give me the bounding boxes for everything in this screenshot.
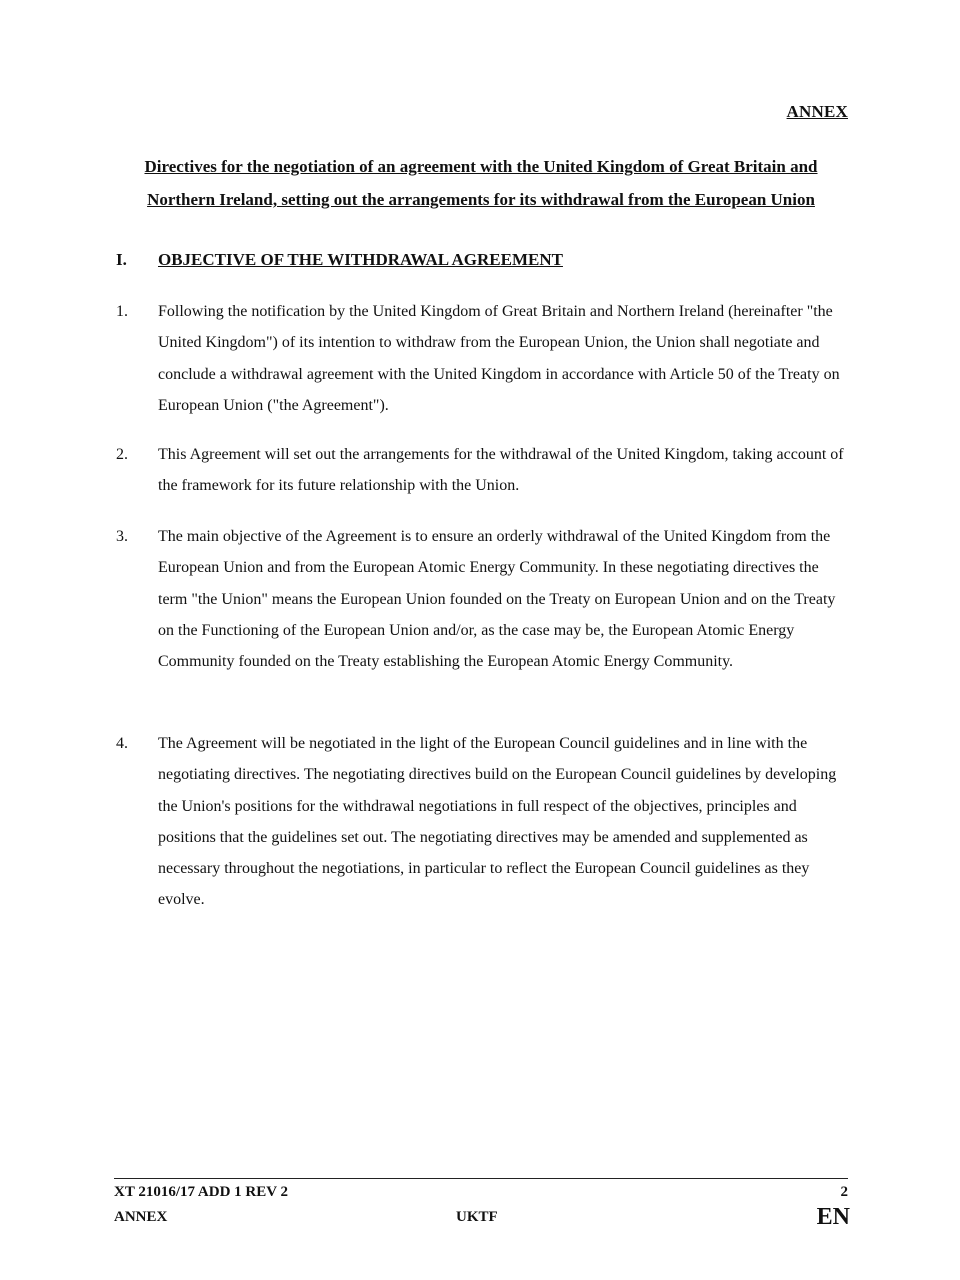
- document-title-line-2: Northern Ireland, setting out the arrangements for its withdrawal from the European Union: [147, 190, 815, 209]
- section-heading: [116, 250, 563, 270]
- footer-annex: ANNEX: [114, 1209, 168, 1225]
- paragraph-number: 3.: [116, 528, 128, 545]
- annex-label: ANNEX: [786, 102, 848, 121]
- paragraph-2: [116, 439, 851, 502]
- paragraph-number: 2.: [116, 446, 128, 463]
- paragraph-4: [116, 728, 851, 916]
- document-title: [110, 150, 852, 216]
- footer-divider: [114, 1178, 848, 1179]
- paragraph-text: The Agreement will be negotiated in the light of the European Council guidelines and in line with the negotiating directives. The negotiating directives build on the European Council guidelines by developing the Union's positions for the withdrawal negotiations in full respect of the objectives, principles and positions that the guidelines set out. The negotiating directives may be amended and supplemented as necessary throughout the negotiations, in particular to reflect the European Council guidelines as they evolve.: [158, 735, 837, 909]
- paragraph-text: The main objective of the Agreement is to ensure an orderly withdrawal of the United Kingdom from the European Union and from the European Atomic Energy Community. In these negotiating directives the term "the Union" means the European Union founded on the Treaty on European Union and on the Treaty on the Functioning of the European Union and/or, as the case may be, the European Atomic Energy Community founded on the Treaty establishing the European Atomic Energy Community.: [158, 528, 836, 671]
- document-title-line-1: Directives for the negotiation of an agreement with the United Kingdom of Great Britain and: [144, 157, 818, 176]
- paragraph-1: [116, 296, 851, 421]
- footer-department: UKTF: [456, 1209, 498, 1225]
- paragraph-number: 1.: [116, 303, 128, 320]
- paragraph-text: Following the notification by the United Kingdom of Great Britain and Northern Ireland (hereinafter "the United Kingdom") of its intention to withdraw from the European Union, the Union shall negotiate and conclude a withdrawal agreement with the United Kingdom in accordance with Article 50 of the Treaty on European Union ("the Agreement").: [158, 303, 840, 414]
- footer-page-number: 2: [840, 1184, 848, 1200]
- paragraph-text: This Agreement will set out the arrangements for the withdrawal of the United Kingdom, taking account of the framework for its future relationship with the Union.: [158, 446, 844, 495]
- section-number: I.: [116, 250, 127, 269]
- paragraph-number: 4.: [116, 735, 128, 752]
- footer-language: EN: [816, 1204, 850, 1230]
- paragraph-3: [116, 521, 851, 677]
- footer-reference: XT 21016/17 ADD 1 REV 2: [114, 1184, 289, 1200]
- section-title: OBJECTIVE OF THE WITHDRAWAL AGREEMENT: [158, 250, 563, 269]
